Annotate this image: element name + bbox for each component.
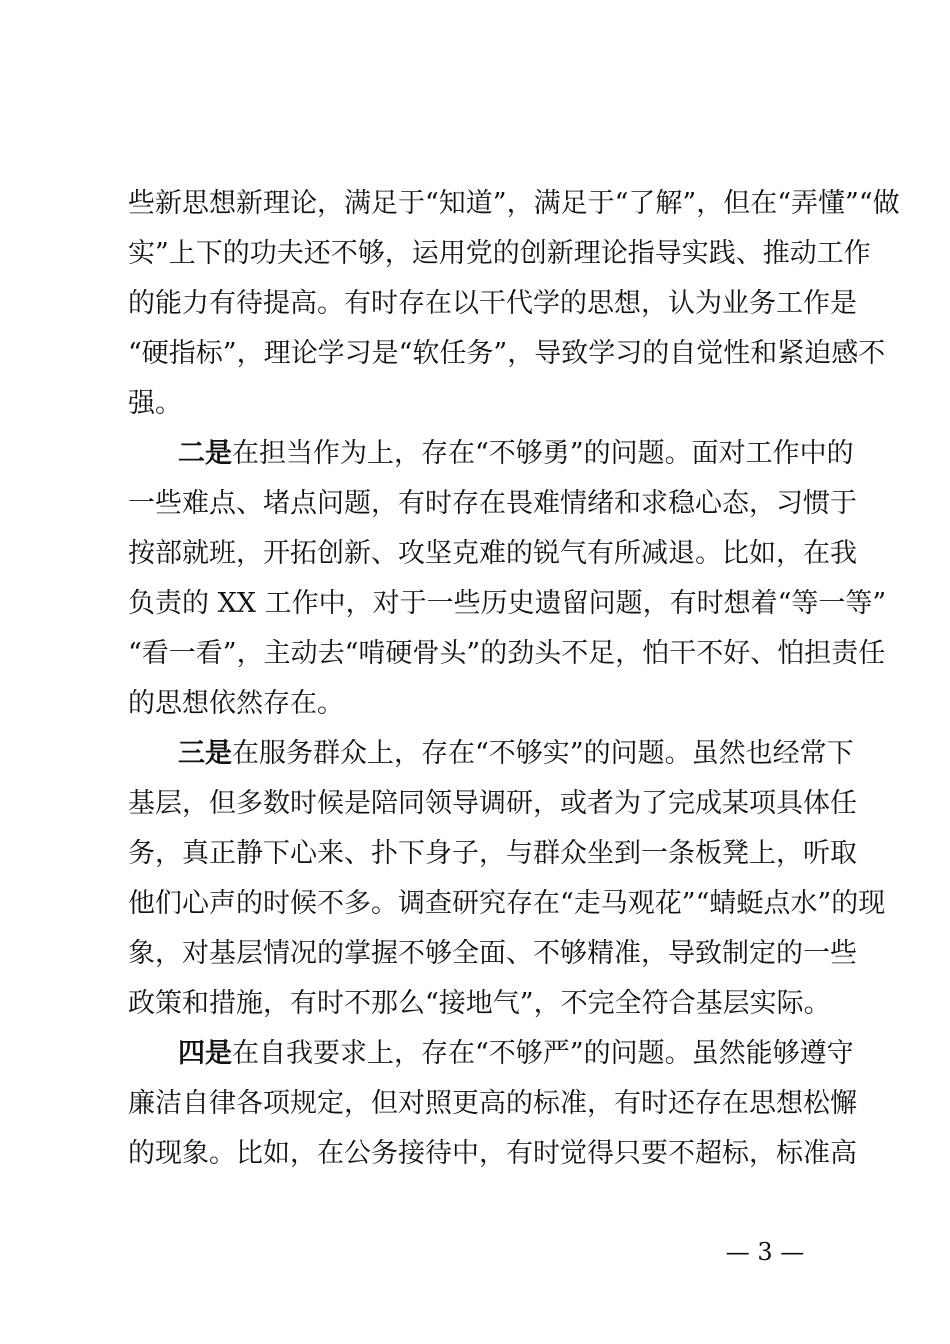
text-line: 他们心声的时候不多。调查研究存在“走马观花”“蜻蜓点水”的现: [128, 888, 886, 919]
text-line: 一些难点、堵点问题，有时存在畏难情绪和求稳心态，习惯于: [128, 488, 857, 519]
text-line: 的能力有待提高。有时存在以干代学的思想，认为业务工作是: [128, 288, 857, 319]
text-line-rest: 在自我要求上，存在“不够严”的问题。虽然能够遵守: [232, 1038, 854, 1069]
page-number: — 3 —: [725, 1238, 805, 1266]
text-line: 实”上下的功夫还不够，运用党的创新理论指导实践、推动工作: [128, 238, 871, 269]
paragraph-first-line: [178, 1035, 854, 1073]
text-line: 负责的 XX 工作中，对于一些历史遗留问题，有时想着“等一等”: [128, 588, 887, 619]
text-line: 务，真正静下心来、扑下身子，与群众坐到一条板凳上，听取: [128, 838, 857, 869]
paragraph-lead: 三是: [178, 738, 232, 769]
text-line: 按部就班，开拓创新、攻坚克难的锐气有所减退。比如，在我: [128, 538, 857, 569]
text-line: 基层，但多数时候是陪同领导调研，或者为了完成某项具体任: [128, 788, 857, 819]
text-line-rest: 在服务群众上，存在“不够实”的问题。虽然也经常下: [232, 738, 854, 769]
text-line-rest: 在担当作为上，存在“不够勇”的问题。面对工作中的: [232, 438, 854, 469]
text-line: 的现象。比如，在公务接待中，有时觉得只要不超标，标准高: [128, 1138, 857, 1169]
text-line: “硬指标”，理论学习是“软任务”，导致学习的自觉性和紧迫感不: [128, 338, 886, 369]
text-line: 的思想依然存在。: [128, 688, 344, 719]
text-line: “看一看”，主动去“啃硬骨头”的劲头不足，怕干不好、怕担责任: [128, 638, 886, 669]
text-line: 廉洁自律各项规定，但对照更高的标准，有时还存在思想松懈: [128, 1088, 857, 1119]
paragraph-first-line: [178, 435, 854, 473]
text-line: 强。: [128, 388, 182, 419]
text-line: 象，对基层情况的掌握不够全面、不够精准，导致制定的一些: [128, 938, 857, 969]
paragraph-lead: 四是: [178, 1038, 232, 1069]
text-line: 政策和措施，有时不那么“接地气”，不完全符合基层实际。: [128, 988, 831, 1019]
paragraph-lead: 二是: [178, 438, 232, 469]
text-line: 些新思想新理论，满足于“知道”，满足于“了解”，但在“弄懂”“做: [128, 188, 900, 219]
paragraph-first-line: [178, 735, 854, 773]
